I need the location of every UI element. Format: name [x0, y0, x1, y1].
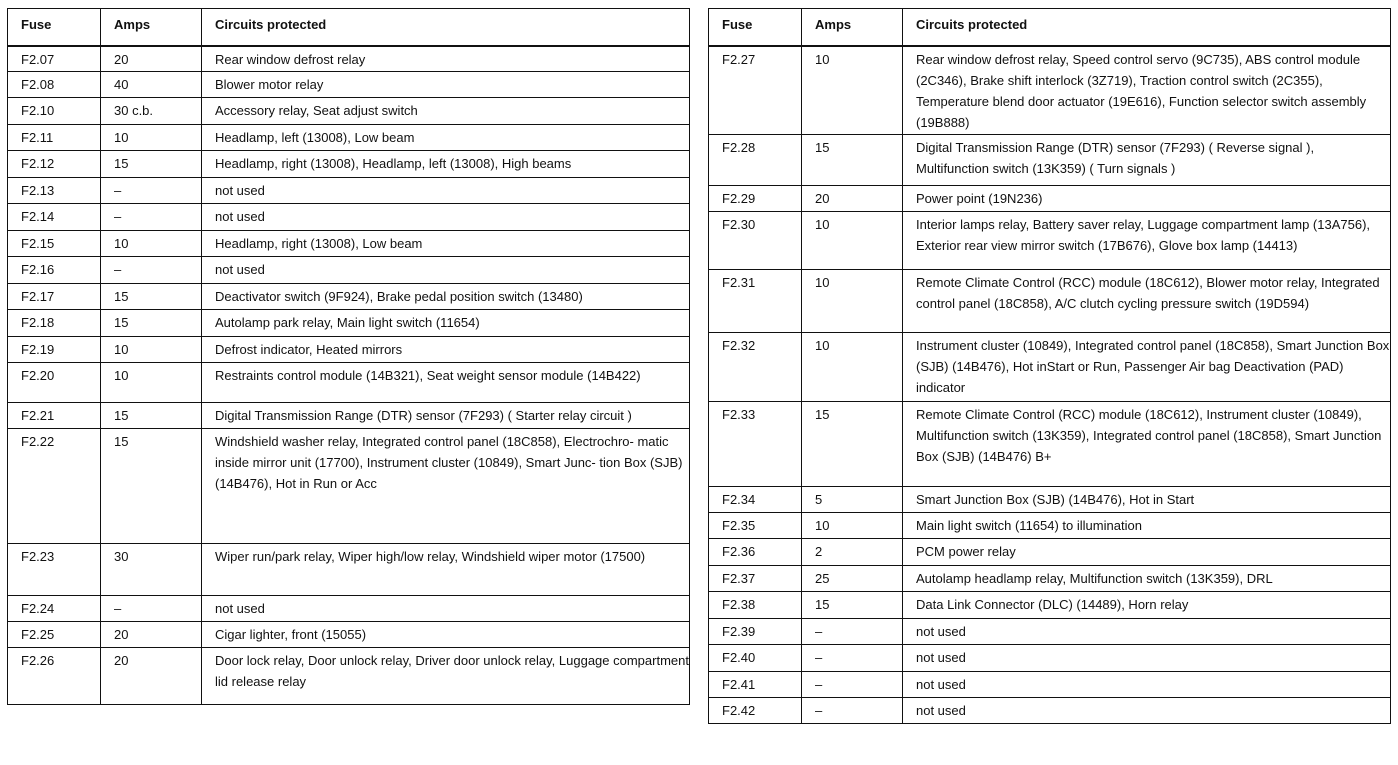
table-row [709, 270, 1391, 333]
cell-amps: 10 [101, 125, 202, 151]
header-fuse: Fuse [709, 9, 802, 46]
header-fuse: Fuse [8, 9, 101, 46]
cell-circuits: Blower motor relay [202, 72, 690, 98]
cell-circuits: Rear window defrost relay, Speed control servo (9C735), ABS control module (2C346), Brake shift interlock (3Z719), Traction control switch (2C355), Temperature blend door actuator (19E616), Function selector switch assembly (19B888) [903, 46, 1391, 135]
cell-amps: 10 [802, 270, 903, 333]
cell-amps: 2 [802, 539, 903, 566]
cell-amps: – [101, 596, 202, 622]
cell-amps: – [101, 257, 202, 284]
cell-circuits: not used [903, 619, 1391, 645]
cell-circuits: Remote Climate Control (RCC) module (18C612), Instrument cluster (10849), Multifunction switch (13K359), Integrated control panel (18C858), Smart Junction Box (SJB) (14B476) B+ [903, 402, 1391, 487]
table-row [709, 539, 1391, 566]
cell-amps: 15 [802, 135, 903, 186]
cell-circuits: Headlamp, right (13008), Headlamp, left (13008), High beams [202, 151, 690, 178]
table-row [8, 72, 690, 98]
table-row [8, 403, 690, 429]
header-amps: Amps [101, 9, 202, 46]
cell-fuse: F2.22 [8, 429, 101, 544]
table-row [8, 648, 690, 705]
cell-circuits: not used [202, 596, 690, 622]
table-row [709, 402, 1391, 487]
cell-amps: 15 [101, 284, 202, 310]
cell-amps: 15 [802, 402, 903, 487]
cell-circuits: Rear window defrost relay [202, 46, 690, 72]
cell-circuits: not used [903, 672, 1391, 698]
cell-amps: 10 [802, 212, 903, 270]
table-row [709, 487, 1391, 513]
cell-fuse: F2.12 [8, 151, 101, 178]
cell-circuits: Cigar lighter, front (15055) [202, 622, 690, 648]
table-row [8, 363, 690, 403]
fuse-table-left [7, 8, 690, 705]
cell-fuse: F2.35 [709, 513, 802, 539]
cell-fuse: F2.21 [8, 403, 101, 429]
table-row [8, 204, 690, 231]
cell-circuits: not used [202, 204, 690, 231]
cell-circuits: not used [202, 178, 690, 204]
cell-amps: 5 [802, 487, 903, 513]
cell-amps: 10 [802, 513, 903, 539]
cell-amps: 10 [101, 337, 202, 363]
table-row [8, 622, 690, 648]
table-row [8, 310, 690, 337]
cell-fuse: F2.19 [8, 337, 101, 363]
cell-circuits: Autolamp park relay, Main light switch (11654) [202, 310, 690, 337]
table-row [8, 178, 690, 204]
cell-amps: 15 [101, 151, 202, 178]
cell-fuse: F2.39 [709, 619, 802, 645]
cell-amps: 30 c.b. [101, 98, 202, 125]
table-row [8, 429, 690, 544]
cell-circuits: Deactivator switch (9F924), Brake pedal position switch (13480) [202, 284, 690, 310]
cell-circuits: Accessory relay, Seat adjust switch [202, 98, 690, 125]
cell-fuse: F2.36 [709, 539, 802, 566]
table-header-row [8, 9, 690, 46]
table-row [8, 284, 690, 310]
cell-fuse: F2.24 [8, 596, 101, 622]
cell-circuits: Power point (19N236) [903, 186, 1391, 212]
cell-fuse: F2.16 [8, 257, 101, 284]
cell-circuits: Digital Transmission Range (DTR) sensor (7F293) ( Reverse signal ), Multifunction switch (13K359) ( Turn signals ) [903, 135, 1391, 186]
table-row [8, 98, 690, 125]
cell-amps: 20 [101, 622, 202, 648]
cell-amps: 20 [802, 186, 903, 212]
cell-circuits: Door lock relay, Door unlock relay, Driver door unlock relay, Luggage compartment lid release relay [202, 648, 690, 705]
cell-fuse: F2.10 [8, 98, 101, 125]
cell-fuse: F2.42 [709, 698, 802, 724]
cell-fuse: F2.27 [709, 46, 802, 135]
cell-fuse: F2.17 [8, 284, 101, 310]
table-row [709, 619, 1391, 645]
cell-fuse: F2.13 [8, 178, 101, 204]
cell-fuse: F2.34 [709, 487, 802, 513]
cell-fuse: F2.15 [8, 231, 101, 257]
table-row [8, 46, 690, 72]
cell-amps: – [802, 698, 903, 724]
cell-circuits: Instrument cluster (10849), Integrated control panel (18C858), Smart Junction Box (SJB) (14B476), Hot inStart or Run, Passenger Air bag Deactivation (PAD) indicator [903, 333, 1391, 402]
table-row [8, 125, 690, 151]
cell-fuse: F2.29 [709, 186, 802, 212]
cell-fuse: F2.08 [8, 72, 101, 98]
cell-fuse: F2.40 [709, 645, 802, 672]
table-row [709, 672, 1391, 698]
table-row [709, 46, 1391, 135]
cell-fuse: F2.37 [709, 566, 802, 592]
cell-circuits: Headlamp, right (13008), Low beam [202, 231, 690, 257]
table-row [709, 592, 1391, 619]
cell-circuits: Wiper run/park relay, Wiper high/low relay, Windshield wiper motor (17500) [202, 544, 690, 596]
cell-circuits: Data Link Connector (DLC) (14489), Horn relay [903, 592, 1391, 619]
table-header-row [709, 9, 1391, 46]
cell-circuits: Headlamp, left (13008), Low beam [202, 125, 690, 151]
cell-fuse: F2.31 [709, 270, 802, 333]
table-row [709, 135, 1391, 186]
cell-fuse: F2.20 [8, 363, 101, 403]
cell-amps: 10 [802, 46, 903, 135]
table-row [709, 513, 1391, 539]
cell-fuse: F2.26 [8, 648, 101, 705]
cell-circuits: not used [903, 645, 1391, 672]
cell-fuse: F2.25 [8, 622, 101, 648]
cell-circuits: not used [202, 257, 690, 284]
cell-fuse: F2.28 [709, 135, 802, 186]
cell-amps: 15 [101, 403, 202, 429]
table-row [8, 151, 690, 178]
cell-amps: – [101, 204, 202, 231]
table-row [709, 333, 1391, 402]
cell-circuits: Main light switch (11654) to illumination [903, 513, 1391, 539]
cell-circuits: PCM power relay [903, 539, 1391, 566]
table-row [8, 231, 690, 257]
cell-circuits: Windshield washer relay, Integrated control panel (18C858), Electrochro- matic inside mirror unit (17700), Instrument cluster (10849), Smart Junc- tion Box (SJB) (14B476), Hot in Run or Acc [202, 429, 690, 544]
cell-fuse: F2.30 [709, 212, 802, 270]
table-row [8, 596, 690, 622]
cell-fuse: F2.07 [8, 46, 101, 72]
cell-amps: 20 [101, 648, 202, 705]
cell-circuits: Smart Junction Box (SJB) (14B476), Hot in Start [903, 487, 1391, 513]
cell-fuse: F2.18 [8, 310, 101, 337]
table-row [8, 544, 690, 596]
table-row [709, 212, 1391, 270]
header-circuits: Circuits protected [202, 9, 690, 46]
table-row [709, 645, 1391, 672]
table-row [709, 566, 1391, 592]
cell-amps: – [802, 619, 903, 645]
cell-amps: 40 [101, 72, 202, 98]
cell-amps: 25 [802, 566, 903, 592]
cell-amps: 10 [802, 333, 903, 402]
cell-fuse: F2.23 [8, 544, 101, 596]
table-row [8, 337, 690, 363]
cell-amps: 20 [101, 46, 202, 72]
cell-fuse: F2.11 [8, 125, 101, 151]
cell-circuits: Autolamp headlamp relay, Multifunction switch (13K359), DRL [903, 566, 1391, 592]
cell-circuits: not used [903, 698, 1391, 724]
cell-circuits: Defrost indicator, Heated mirrors [202, 337, 690, 363]
cell-amps: 15 [802, 592, 903, 619]
cell-circuits: Remote Climate Control (RCC) module (18C612), Blower motor relay, Integrated control panel (18C858), A/C clutch cycling pressure switch (19D594) [903, 270, 1391, 333]
header-circuits: Circuits protected [903, 9, 1391, 46]
cell-circuits: Digital Transmission Range (DTR) sensor (7F293) ( Starter relay circuit ) [202, 403, 690, 429]
cell-amps: – [802, 672, 903, 698]
cell-fuse: F2.41 [709, 672, 802, 698]
cell-amps: 15 [101, 429, 202, 544]
fuse-table-right [708, 8, 1391, 724]
cell-amps: 30 [101, 544, 202, 596]
table-row [709, 186, 1391, 212]
cell-amps: 10 [101, 363, 202, 403]
cell-fuse: F2.33 [709, 402, 802, 487]
header-amps: Amps [802, 9, 903, 46]
cell-amps: – [802, 645, 903, 672]
cell-circuits: Interior lamps relay, Battery saver relay, Luggage compartment lamp (13A756), Exterior rear view mirror switch (17B676), Glove box lamp (14413) [903, 212, 1391, 270]
table-row [709, 698, 1391, 724]
table-row [8, 257, 690, 284]
cell-fuse: F2.14 [8, 204, 101, 231]
cell-amps: 10 [101, 231, 202, 257]
cell-fuse: F2.32 [709, 333, 802, 402]
cell-amps: – [101, 178, 202, 204]
cell-fuse: F2.38 [709, 592, 802, 619]
cell-circuits: Restraints control module (14B321), Seat weight sensor module (14B422) [202, 363, 690, 403]
cell-amps: 15 [101, 310, 202, 337]
